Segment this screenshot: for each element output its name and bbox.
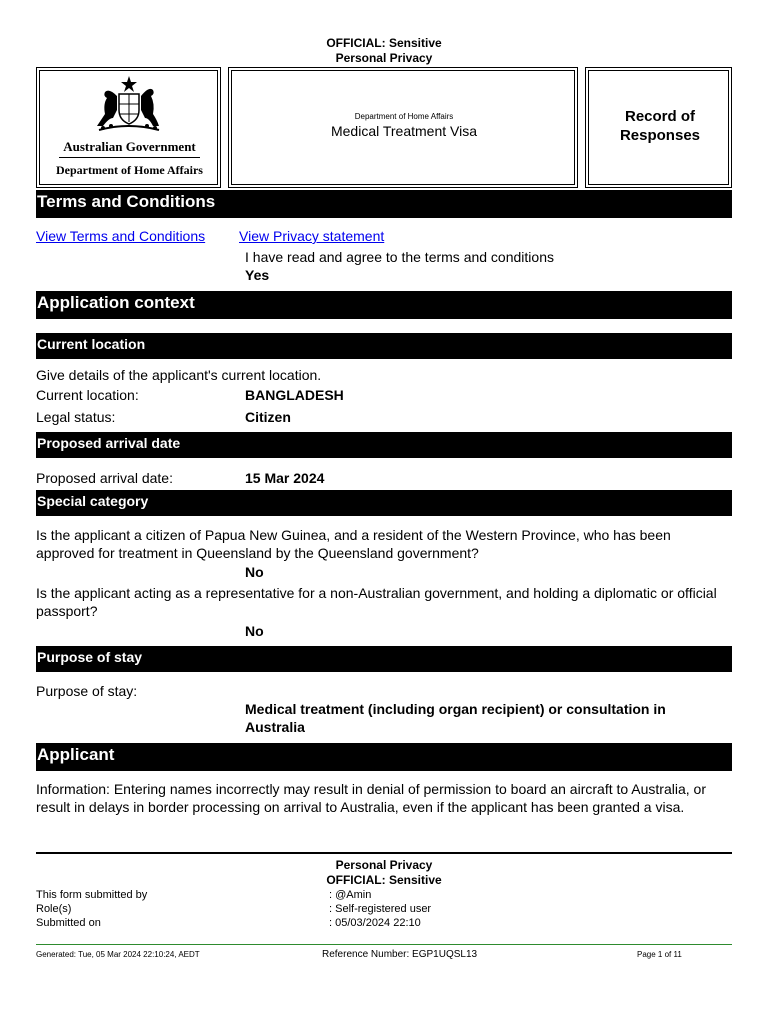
special-question-1: Is the applicant a citizen of Papua New Guinea, and a resident of the Western Province, who has been approved for treatment in Queensland by the Queensland government? <box>36 527 671 561</box>
record-box <box>585 67 732 188</box>
footer-green-rule <box>36 944 732 945</box>
purpose-of-stay-heading: Purpose of stay <box>36 646 732 672</box>
logo-department: Department of Home Affairs <box>56 163 203 177</box>
roles-label: Role(s) <box>36 903 72 915</box>
record-of-responses-title: Record of Responses <box>619 108 701 144</box>
crest-box <box>36 67 221 188</box>
purpose-of-stay-label: Purpose of stay: <box>36 683 138 699</box>
submitted-by-value: : @Amin <box>329 889 372 901</box>
footer-rule <box>36 852 732 854</box>
special-category-heading: Special category <box>36 490 732 516</box>
submitted-by-label: This form submitted by <box>36 889 148 901</box>
classification-official: OFFICIAL: Sensitive <box>326 36 442 50</box>
special-question-2: Is the applicant acting as a representative for a non-Australian government, and holding a diplomatic or official passport? <box>36 585 717 619</box>
page-number: Page 1 of 11 <box>637 950 682 959</box>
current-location-heading: Current location <box>36 333 732 359</box>
agree-text: I have read and agree to the terms and conditions <box>245 249 554 265</box>
arrival-date-heading: Proposed arrival date <box>36 432 732 458</box>
logo-australian-government: Australian Government <box>63 139 196 154</box>
reference-number: Reference Number: EGP1UQSL13 <box>322 949 478 960</box>
form-title: Medical Treatment Visa <box>330 123 478 139</box>
submitted-on-value: : 05/03/2024 22:10 <box>329 917 421 929</box>
view-privacy-link[interactable]: View Privacy statement <box>239 228 385 244</box>
terms-heading: Terms and Conditions <box>36 190 732 218</box>
footer-official: OFFICIAL: Sensitive <box>326 873 442 887</box>
legal-status-value: Citizen <box>245 409 291 425</box>
submitted-on-label: Submitted on <box>36 917 101 929</box>
footer-privacy: Personal Privacy <box>335 858 433 872</box>
generated-timestamp: Generated: Tue, 05 Mar 2024 22:10:24, AEDT <box>36 950 200 959</box>
arrival-date-label: Proposed arrival date: <box>36 470 173 486</box>
current-location-value: BANGLADESH <box>245 387 344 403</box>
roles-value: : Self-registered user <box>329 903 432 915</box>
arrival-date-value: 15 Mar 2024 <box>245 470 325 486</box>
special-answer-2: No <box>245 623 264 639</box>
form-title-box <box>228 67 578 188</box>
view-terms-link[interactable]: View Terms and Conditions <box>36 228 206 244</box>
classification-privacy: Personal Privacy <box>335 51 433 65</box>
coat-of-arms-icon <box>89 74 169 136</box>
legal-status-label: Legal status: <box>36 409 116 425</box>
current-location-label: Current location: <box>36 387 139 403</box>
current-location-intro: Give details of the applicant's current location. <box>36 367 322 383</box>
department-small-label: Department of Home Affairs <box>354 112 454 121</box>
applicant-info: Information: Entering names incorrectly may result in denial of permission to board an aircraft to Australia, or result in delays in border processing on arrival to Australia, even if the applicant has been granted a visa. <box>36 781 706 815</box>
special-answer-1: No <box>245 564 264 580</box>
application-context-heading: Application context <box>36 291 732 319</box>
purpose-of-stay-value: Medical treatment (including organ recipient) or consultation in Australia <box>245 701 666 735</box>
agree-value: Yes <box>245 267 270 283</box>
applicant-heading: Applicant <box>36 743 732 771</box>
